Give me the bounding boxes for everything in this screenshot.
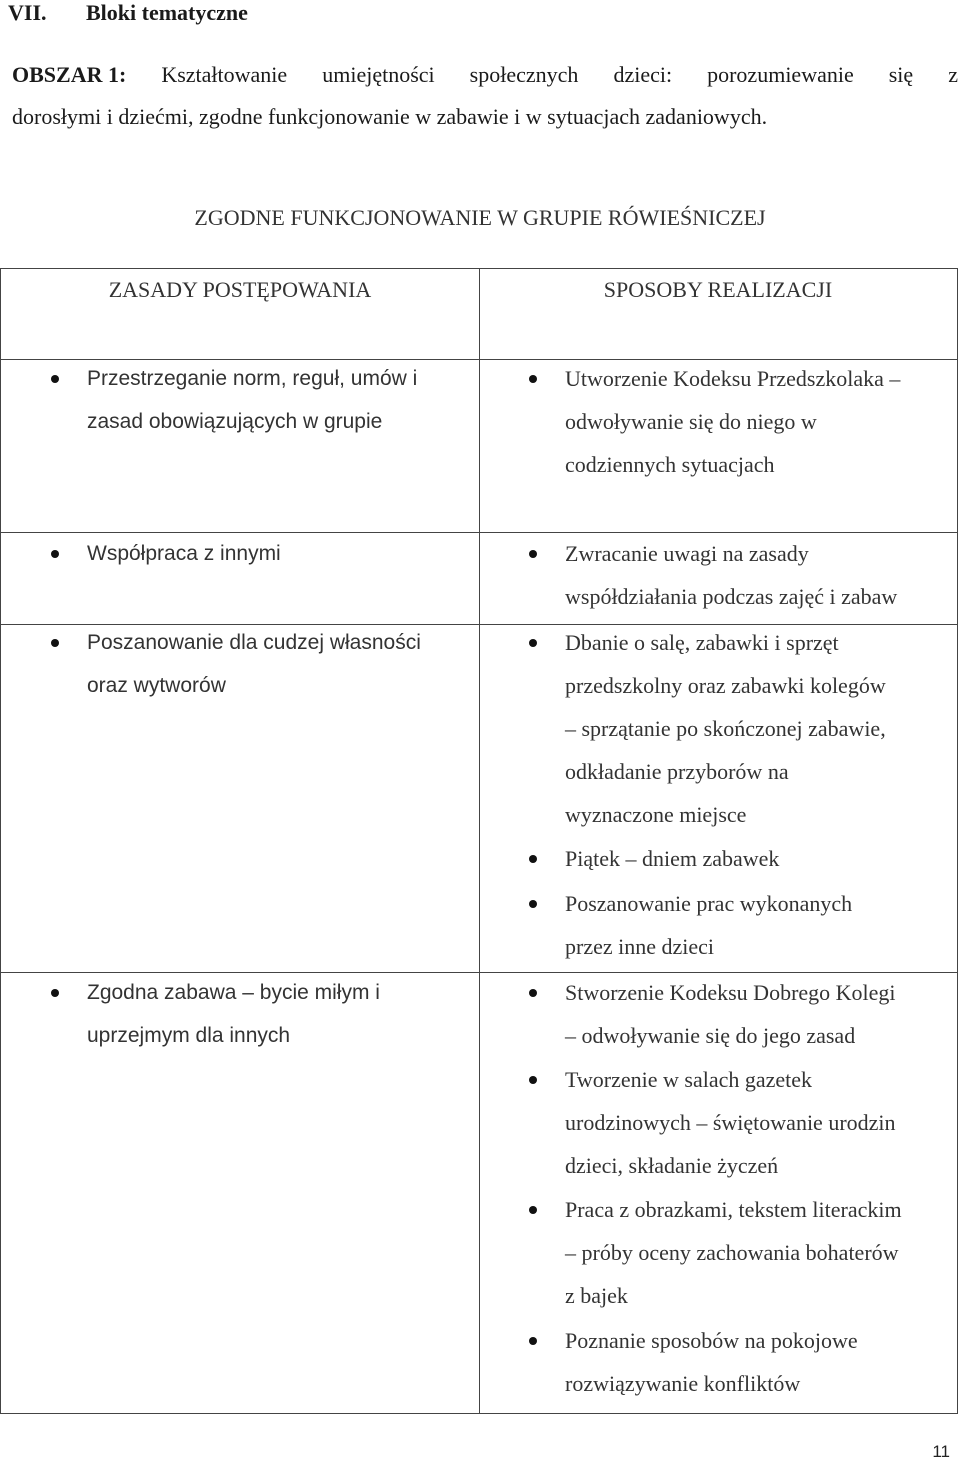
area-word: Kształtowanie bbox=[161, 62, 288, 87]
bullet-icon bbox=[529, 1337, 537, 1345]
area-word: z bbox=[948, 62, 958, 87]
section-title: ZGODNE FUNKCJONOWANIE W GRUPIE RÓWIEŚNICZEJ bbox=[194, 205, 766, 230]
column-header-methods: SPOSOBY REALIZACJI bbox=[603, 277, 833, 302]
area-word: porozumiewanie bbox=[707, 62, 854, 87]
method-item: Zwracanie uwagi na zasady współdziałania podczas zajęć i zabaw bbox=[565, 532, 897, 618]
bullet-icon bbox=[529, 1206, 537, 1214]
area-word: dzieci: bbox=[613, 62, 673, 87]
rule-item: Współpraca z innymi bbox=[87, 532, 281, 575]
method-item: Utworzenie Kodeksu Przedszkolaka – odwoływanie się do niego w codziennych sytuacjach bbox=[565, 357, 900, 486]
bullet-icon bbox=[529, 1076, 537, 1084]
method-item: Praca z obrazkami, tekstem literackim – próby oceny zachowania bohaterów z bajek bbox=[565, 1188, 902, 1317]
rule-item: Poszanowanie dla cudzej własności oraz wytworów bbox=[87, 621, 421, 707]
area-word: się bbox=[888, 62, 914, 87]
method-item: Tworzenie w salach gazetek urodzinowych – świętowanie urodzin dzieci, składanie życzeń bbox=[565, 1058, 896, 1187]
bullet-icon bbox=[529, 375, 537, 383]
chapter-title: Bloki tematyczne bbox=[86, 0, 248, 25]
area-word: społecznych bbox=[469, 62, 579, 87]
page-number: 11 bbox=[932, 1442, 950, 1461]
chapter-heading bbox=[8, 0, 248, 26]
area-description-line-1 bbox=[12, 54, 958, 96]
bullet-icon bbox=[529, 639, 537, 647]
chapter-number: VII. bbox=[8, 0, 47, 25]
method-item: Piątek – dniem zabawek bbox=[565, 837, 779, 880]
area-description-line-2: dorosłymi i dziećmi, zgodne funkcjonowanie w zabawie i w sytuacjach zadaniowych. bbox=[12, 104, 768, 129]
method-item: Poszanowanie prac wykonanych przez inne dzieci bbox=[565, 882, 852, 968]
column-divider bbox=[479, 269, 480, 1413]
rules-table bbox=[0, 268, 958, 1414]
column-header-rules: ZASADY POSTĘPOWANIA bbox=[108, 277, 372, 302]
bullet-icon bbox=[529, 550, 537, 558]
method-item: Poznanie sposobów na pokojowe rozwiązywanie konfliktów bbox=[565, 1319, 858, 1405]
bullet-icon bbox=[51, 989, 59, 997]
method-item: Stworzenie Kodeksu Dobrego Kolegi – odwoływanie się do jego zasad bbox=[565, 971, 896, 1057]
rule-item: Przestrzeganie norm, reguł, umów i zasad obowiązujących w grupie bbox=[87, 357, 417, 443]
bullet-icon bbox=[529, 989, 537, 997]
bullet-icon bbox=[529, 900, 537, 908]
method-item: Dbanie o salę, zabawki i sprzęt przedszkolny oraz zabawki kolegów – sprzątanie po skończonej zabawie, odkładanie przyborów na wyznaczone miejsce bbox=[565, 621, 886, 836]
bullet-icon bbox=[51, 550, 59, 558]
bullet-icon bbox=[51, 639, 59, 647]
bullet-icon bbox=[51, 375, 59, 383]
area-word: umiejętności bbox=[322, 62, 435, 87]
bullet-icon bbox=[529, 855, 537, 863]
area-label: OBSZAR 1: bbox=[12, 62, 127, 87]
rule-item: Zgodna zabawa – bycie miłym i uprzejmym dla innych bbox=[87, 971, 380, 1057]
